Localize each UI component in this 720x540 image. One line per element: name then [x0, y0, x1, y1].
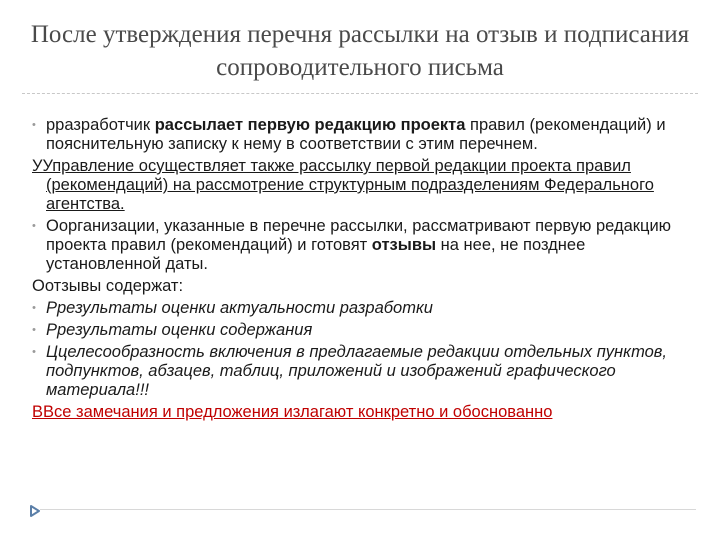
paragraph-reviews-contain: Оотзывы содержат: [32, 277, 184, 295]
bullet-icon: • [32, 324, 36, 336]
p3-bold: отзывы [371, 236, 437, 254]
p1-rest: правил (рекомендаций) и пояснительную записку к нему в соответствии с этим перечнем. [46, 116, 666, 153]
bullet-icon: • [32, 346, 36, 358]
list-item [32, 321, 702, 340]
p3-rest: на нее, не позднее установленной даты. [46, 236, 586, 273]
paragraph-remarks: ВВсе замечания и предложения излагают конкретно и обоснованно [32, 403, 553, 421]
list-item-text: Ррезультаты оценки актуальности разработки [46, 299, 433, 317]
paragraph-organizations [32, 217, 702, 274]
paragraph-developer [32, 116, 702, 154]
triangle-right-icon [28, 504, 42, 518]
p1-prefix: рразработчик [46, 116, 155, 134]
title-divider [22, 93, 698, 94]
slide-body [32, 116, 702, 422]
bullet-icon: • [32, 302, 36, 314]
bullet-icon: • [32, 119, 36, 131]
list-item [32, 343, 702, 400]
list-item [32, 299, 702, 318]
p3-text: Оорганизации, указанные в перечне рассылки, рассматривают первую редакцию проекта правил (рекомендаций) и готовят [46, 217, 672, 254]
footer-divider [40, 509, 696, 510]
slide-title: После утверждения перечня рассылки на отзыв и подписания сопроводительного письма [30, 21, 690, 81]
paragraph-agency: УУправление осуществляет также рассылку первой редакции проекта правил (рекомендаций) на рассмотрение структурным подразделениям Федерального агентства. [32, 157, 654, 213]
list-item-text: Ццелесообразность включения в предлагаемые редакции отдельных пунктов, подпунктов, абзацев, таблиц, приложений и изображений графического материала!!! [46, 343, 668, 399]
p1-bold: рассылает первую редакцию проекта [154, 116, 466, 134]
list-item-text: Ррезультаты оценки содержания [46, 321, 313, 339]
bullet-icon: • [32, 220, 36, 232]
